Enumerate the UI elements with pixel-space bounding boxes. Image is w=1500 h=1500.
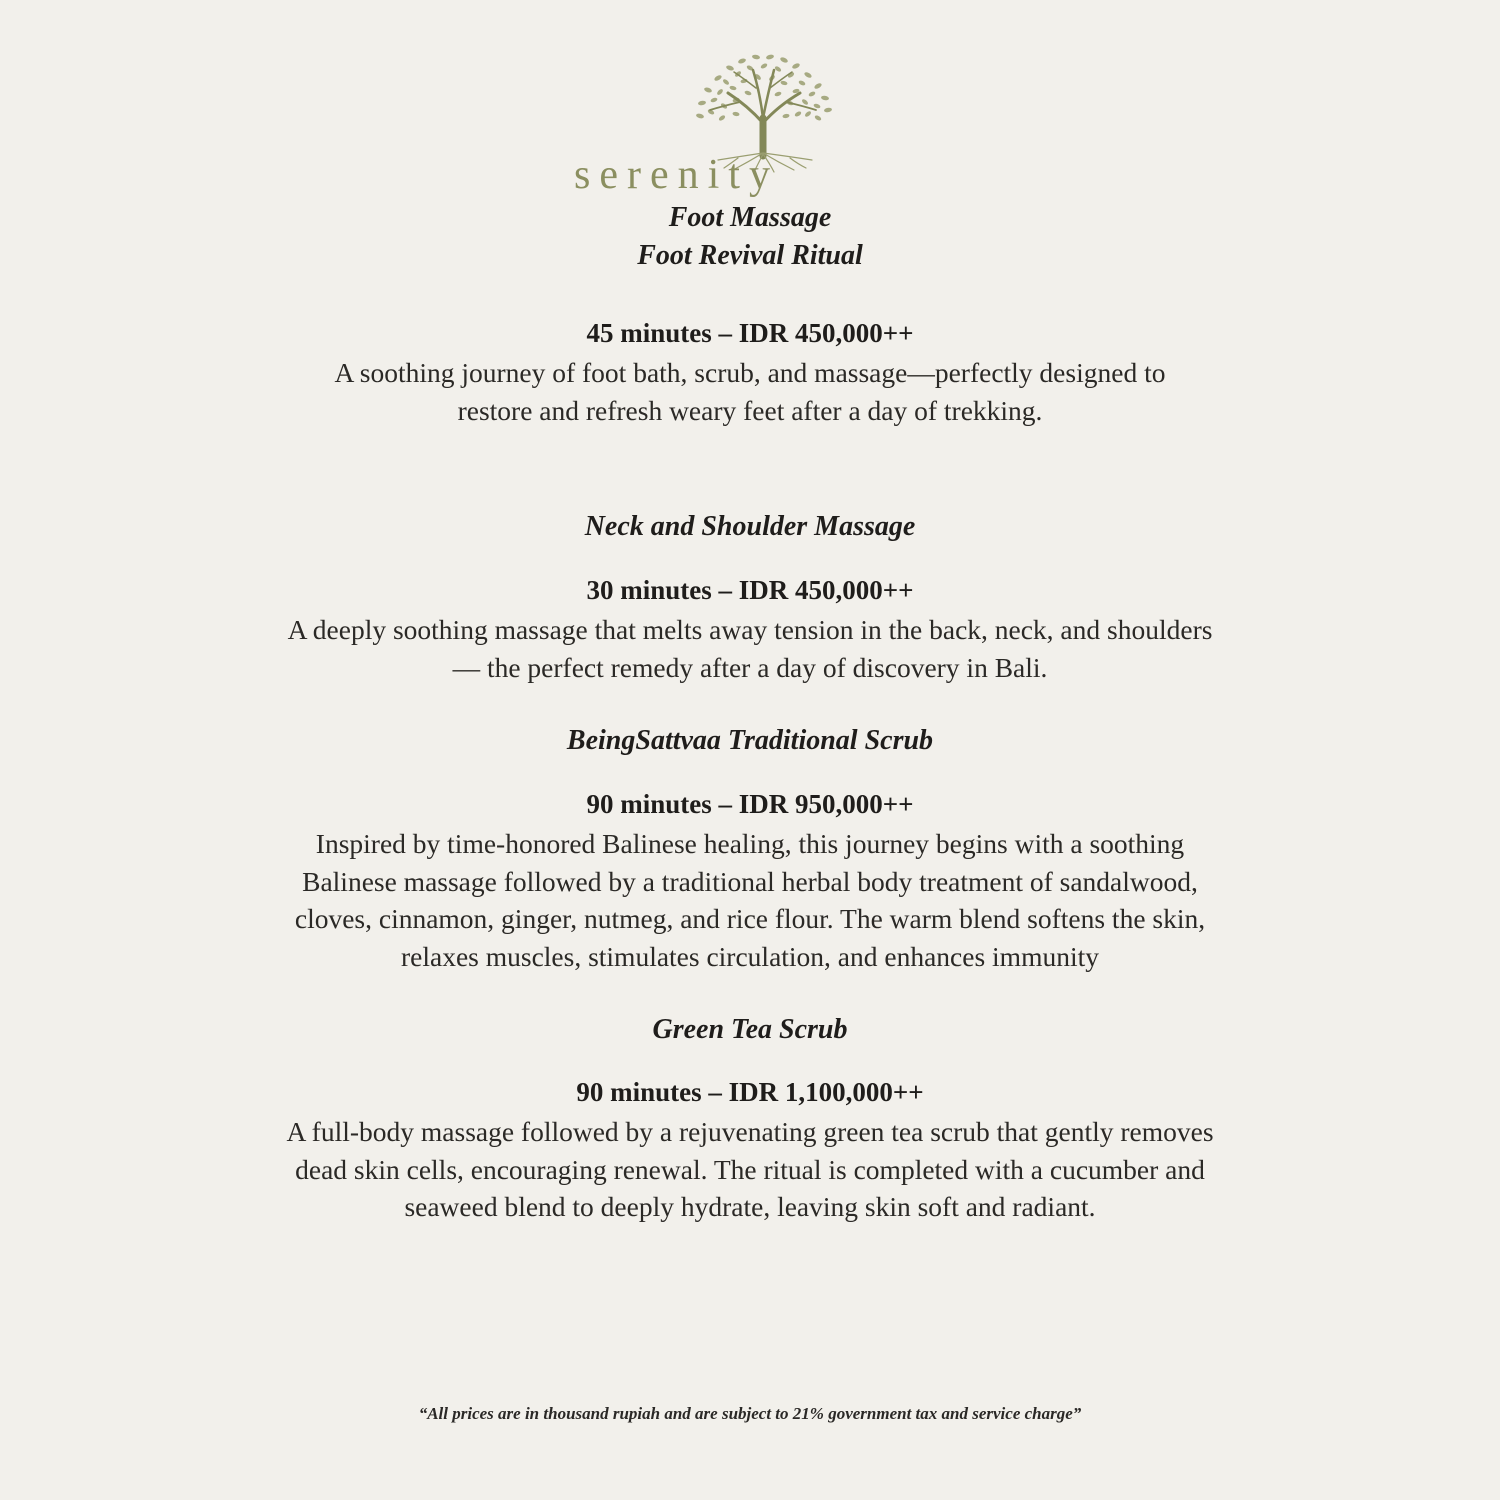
description-line: restore and refresh weary feet after a day of trekking. [457,394,1043,426]
description-line: Balinese massage followed by a traditional herbal body treatment of sandalwood, [302,865,1198,897]
duration-price: 90 minutes – IDR 1,100,000++ [576,1077,924,1107]
description-line: A full-body massage followed by a rejuvenating green tea scrub that gently removes [286,1116,1214,1147]
description-line: — the perfect remedy after a day of discovery in Bali. [452,651,1048,683]
description-line: seaweed blend to deeply hydrate, leaving skin soft and radiant. [404,1191,1096,1222]
description-line: cloves, cinnamon, ginger, nutmeg, and rice flour. The warm blend softens the skin, [294,903,1206,934]
serenity-logo [570,48,860,198]
treatment-title [0,199,1500,275]
treatment-description [0,354,1500,429]
treatment-title [0,722,1500,760]
treatment-description [0,825,1500,975]
treatment-subtitle-line: Foot Revival Ritual [637,240,863,271]
duration-price: 90 minutes – IDR 950,000++ [586,789,914,819]
treatment-title-line: Green Tea Scrub [652,1014,848,1045]
treatment-description [0,1113,1500,1226]
duration-price: 45 minutes – IDR 450,000++ [586,318,914,348]
treatment-title-line: BeingSattvaa Traditional Scrub [566,725,934,756]
treatment-description [0,611,1500,686]
description-line: A soothing journey of foot bath, scrub, and massage—perfectly designed to [334,357,1166,388]
description-line: relaxes muscles, stimulates circulation, and enhances immunity [400,940,1099,972]
duration-price: 30 minutes – IDR 450,000++ [586,575,914,605]
treatment-title-line: Neck and Shoulder Massage [584,511,916,542]
brand-name: serenity [574,152,779,198]
description-line: A deeply soothing massage that melts away tension in the back, neck, and shoulders [287,614,1213,645]
treatment-title [0,1011,1500,1049]
pricing-disclaimer: “All prices are in thousand rupiah and are subject to 21% government tax and service charge” [418,1404,1082,1423]
treatment-title [0,508,1500,546]
treatment-title-line: Foot Massage [668,202,832,233]
description-line: dead skin cells, encouraging renewal. The ritual is completed with a cucumber and [295,1153,1205,1185]
description-line: Inspired by time-honored Balinese healing, this journey begins with a soothing [315,828,1185,859]
